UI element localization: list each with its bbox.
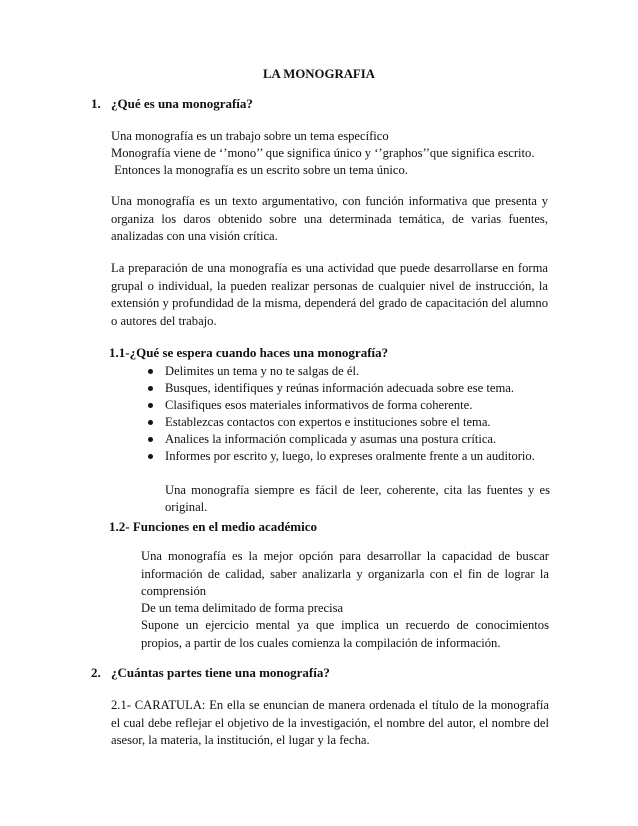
list-item: Analices la información complicada y asumas una postura crítica.: [148, 431, 568, 448]
bullet-icon: [148, 369, 153, 374]
bullet-icon: [148, 386, 153, 391]
list-item: Clasifiques esos materiales informativos de forma coherente.: [148, 397, 568, 414]
section-2-heading: [91, 664, 330, 681]
bullet-icon: [148, 437, 153, 442]
list-item: Delimites un tema y no te salgas de él.: [148, 363, 568, 380]
intro-line-1: Una monografía es un trabajo sobre un tema específico: [111, 129, 389, 143]
paragraph-definition: Una monografía es un texto argumentativo, con función informativa que presenta y organiza los daros obtenido sobre una determinada temática, de varias fuentes, analizadas con una visión crítica.: [111, 194, 548, 243]
intro-line-3: Entonces la monografía es un escrito sobre un tema único.: [111, 163, 408, 177]
bullet-icon: [148, 454, 153, 459]
functions-line: De un tema delimitado de forma precisa: [141, 601, 344, 615]
section-1-2-heading: 1.2- Funciones en el medio académico: [109, 519, 317, 534]
section-1-number: 1.: [91, 96, 101, 111]
bullet-icon: [148, 420, 153, 425]
list-item: Informes por escrito y, luego, lo expreses oralmente frente a un auditorio.: [148, 448, 568, 465]
section-1-1-heading: 1.1-¿Qué se espera cuando haces una monografía?: [109, 345, 389, 360]
document-title: LA MONOGRAFIA: [263, 67, 375, 81]
paragraph-preparation: La preparación de una monografía es una actividad que puede desarrollarse en forma grupal o individual, la pueden realizar personas de cualquier nivel de instrucción, la extensión y profundidad de la misma, dependerá del grado de capacitación del alumno o autores del trabajo.: [111, 261, 548, 328]
closing-paragraph: Una monografía siempre es fácil de leer, coherente, cita las fuentes y es original.: [165, 483, 550, 514]
intro-line-2: Monografía viene de ‘’mono’’ que significa único y ‘’graphos’’que significa escrito.: [111, 146, 535, 160]
functions-paragraph-2: Supone un ejercicio mental ya que implica un recuerdo de conocimientos propios, a partir de los cuales comienza la compilación de información.: [141, 618, 549, 650]
caratula-paragraph: 2.1- CARATULA: En ella se enuncian de manera ordenada el título de la monografía el cual debe reflejar el objetivo de la investigación, el nombre del autor, el nombre del asesor, la materia, la institución, el lugar y la fecha.: [111, 698, 549, 747]
section-2-heading-text: ¿Cuántas partes tiene una monografía?: [111, 665, 330, 680]
list-item: Establezcas contactos con expertos e instituciones sobre el tema.: [148, 414, 568, 431]
section-2-number: 2.: [91, 665, 101, 680]
list-item: Busques, identifiques y reúnas información adecuada sobre ese tema.: [148, 380, 568, 397]
expectations-list: [148, 363, 568, 465]
section-1-heading-text: ¿Qué es una monografía?: [111, 96, 253, 111]
bullet-icon: [148, 403, 153, 408]
section-1-heading: [91, 95, 253, 112]
functions-paragraph: Una monografía es la mejor opción para desarrollar la capacidad de buscar información de calidad, saber analizarla y organizarla con el fin de lograr la comprensión: [141, 549, 549, 598]
